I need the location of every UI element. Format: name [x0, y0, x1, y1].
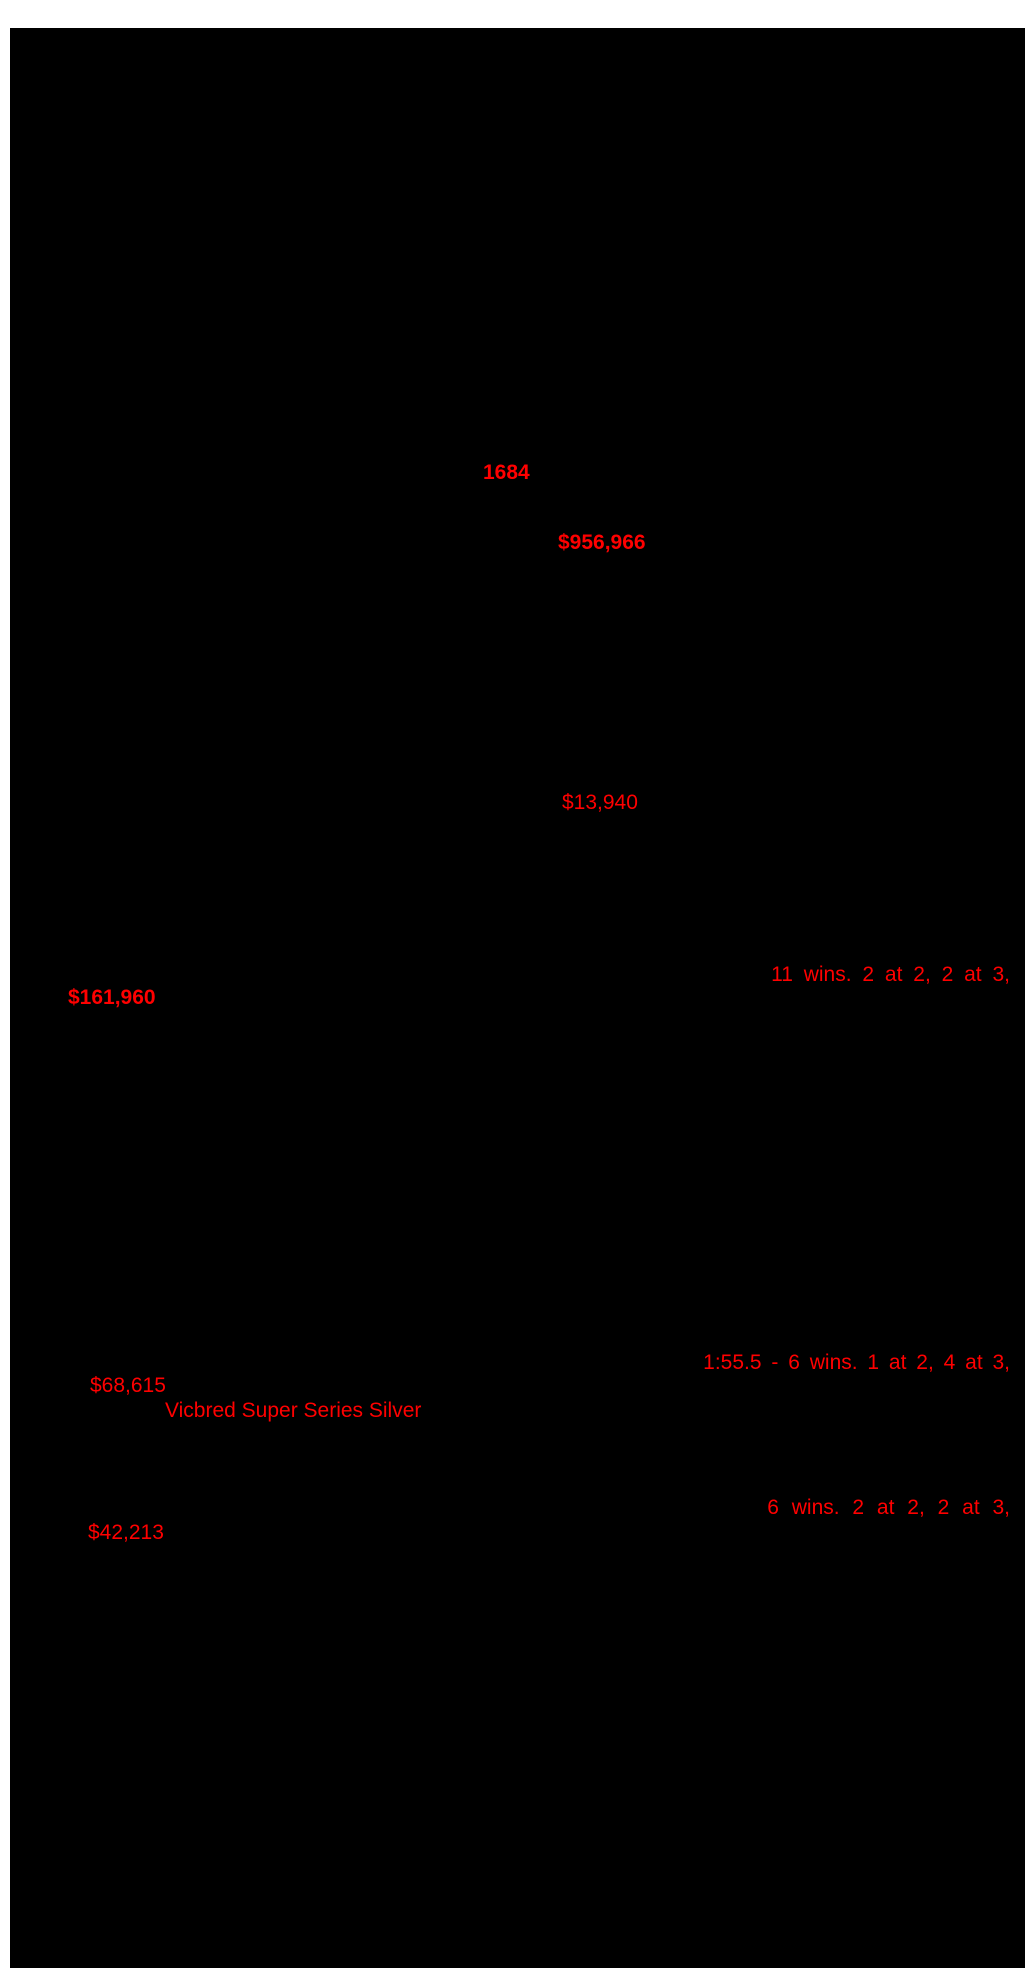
highlight-earnings-956966: $956,966: [558, 531, 646, 554]
document-page: [10, 28, 1025, 1968]
highlight-earnings-42213: $42,213: [88, 1521, 164, 1544]
highlight-number-1684: 1684: [483, 461, 530, 484]
highlight-record-11-wins: 11 wins. 2 at 2, 2 at 3,: [771, 963, 1010, 986]
highlight-vicbred-super-series-silver: Vicbred Super Series Silver: [165, 1399, 422, 1422]
highlight-earnings-161960: $161,960: [68, 986, 156, 1009]
highlight-record-6-wins-mile-rate: 1:55.5 - 6 wins. 1 at 2, 4 at 3,: [703, 1351, 1010, 1374]
highlight-earnings-68615: $68,615: [90, 1374, 166, 1397]
highlight-record-6-wins: 6 wins. 2 at 2, 2 at 3,: [767, 1496, 1010, 1519]
highlight-earnings-13940: $13,940: [562, 791, 638, 814]
